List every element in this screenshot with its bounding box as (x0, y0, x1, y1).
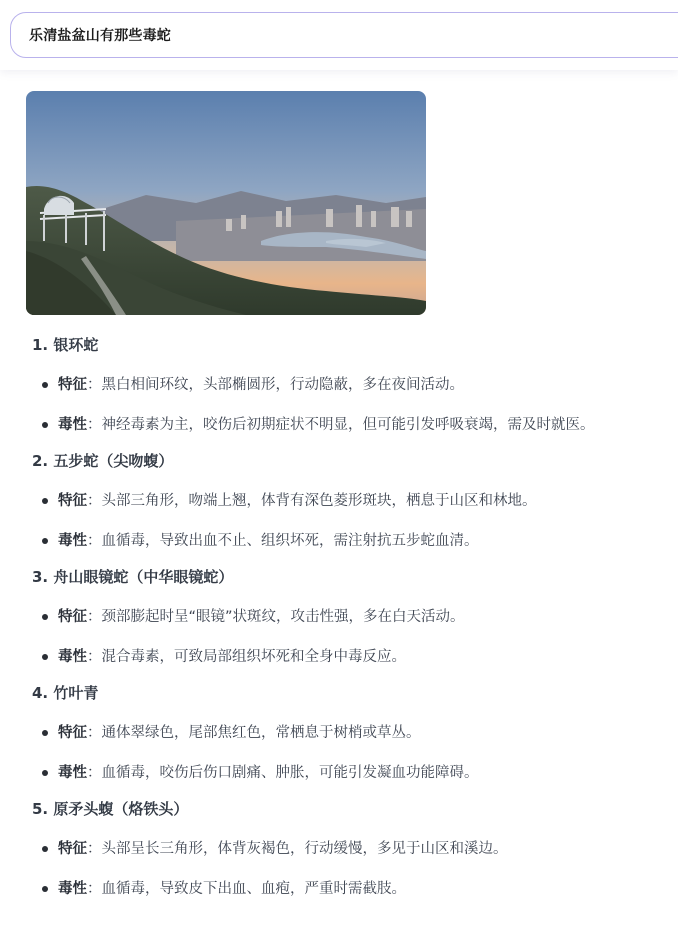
feature-label: 特征 (58, 609, 87, 625)
venom-text: ：血循毒，导致皮下出血、血疱，严重时需截肢。 (87, 881, 406, 897)
feature-label: 特征 (58, 377, 87, 393)
venom-label: 毒性 (58, 533, 87, 549)
venom-item (32, 645, 672, 669)
feature-label: 特征 (58, 841, 87, 857)
feature-item (32, 373, 672, 397)
feature-item (32, 489, 672, 513)
bullet-dot-icon (42, 770, 48, 776)
feature-item (32, 721, 672, 745)
venom-text: ：血循毒，导致出血不止、组织坏死，需注射抗五步蛇血清。 (87, 533, 479, 549)
snake-details (32, 605, 672, 669)
bullet-dot-icon (42, 422, 48, 428)
snake-title: 4. 竹叶青 (32, 684, 99, 702)
feature-item (32, 837, 672, 861)
bullet-dot-icon (42, 730, 48, 736)
venom-text: ：神经毒素为主，咬伤后初期症状不明显，但可能引发呼吸衰竭，需及时就医。 (87, 417, 595, 433)
bullet-dot-icon (42, 654, 48, 660)
search-header (0, 0, 678, 70)
feature-label: 特征 (58, 493, 87, 509)
hero-image (26, 91, 426, 315)
snake-section-3 (32, 565, 672, 669)
venom-item (32, 529, 672, 553)
feature-text: ：通体翠绿色，尾部焦红色，常栖息于树梢或草丛。 (87, 725, 421, 741)
feature-text: ：头部呈长三角形，体背灰褐色，行动缓慢，多见于山区和溪边。 (87, 841, 508, 857)
venom-text: ：混合毒素，可致局部组织坏死和全身中毒反应。 (87, 649, 406, 665)
venom-item (32, 877, 672, 901)
snake-section-4 (32, 681, 672, 785)
bullet-dot-icon (42, 846, 48, 852)
venom-text: ：血循毒，咬伤后伤口剧痛、肿胀，可能引发凝血功能障碍。 (87, 765, 479, 781)
venom-label: 毒性 (58, 417, 87, 433)
feature-label: 特征 (58, 725, 87, 741)
snake-title: 3. 舟山眼镜蛇（中华眼镜蛇） (32, 568, 234, 586)
bullet-dot-icon (42, 614, 48, 620)
bullet-dot-icon (42, 498, 48, 504)
snake-details (32, 721, 672, 785)
feature-text: ：头部三角形，吻端上翘，体背有深色菱形斑块，栖息于山区和林地。 (87, 493, 537, 509)
snake-section-2 (32, 449, 672, 553)
snake-section-5 (32, 797, 672, 901)
query-text: 乐清盐盆山有那些毒蛇 (29, 28, 171, 44)
query-input[interactable] (10, 12, 678, 58)
venom-label: 毒性 (58, 649, 87, 665)
bullet-dot-icon (42, 886, 48, 892)
venom-label: 毒性 (58, 765, 87, 781)
snake-section-1 (32, 333, 672, 437)
snake-title: 2. 五步蛇（尖吻蝮） (32, 452, 174, 470)
bullet-dot-icon (42, 538, 48, 544)
snake-details (32, 489, 672, 553)
snake-details (32, 373, 672, 437)
snake-details (32, 837, 672, 901)
snake-title: 1. 银环蛇 (32, 336, 99, 354)
feature-text: ：颈部膨起时呈“眼镜”状斑纹，攻击性强，多在白天活动。 (87, 609, 465, 625)
feature-item (32, 605, 672, 629)
snake-title: 5. 原矛头蝮（烙铁头） (32, 800, 189, 818)
feature-text: ：黑白相间环纹，头部椭圆形，行动隐蔽，多在夜间活动。 (87, 377, 464, 393)
bullet-dot-icon (42, 382, 48, 388)
venom-label: 毒性 (58, 881, 87, 897)
snake-list (32, 333, 672, 901)
venom-item (32, 413, 672, 437)
venom-item (32, 761, 672, 785)
